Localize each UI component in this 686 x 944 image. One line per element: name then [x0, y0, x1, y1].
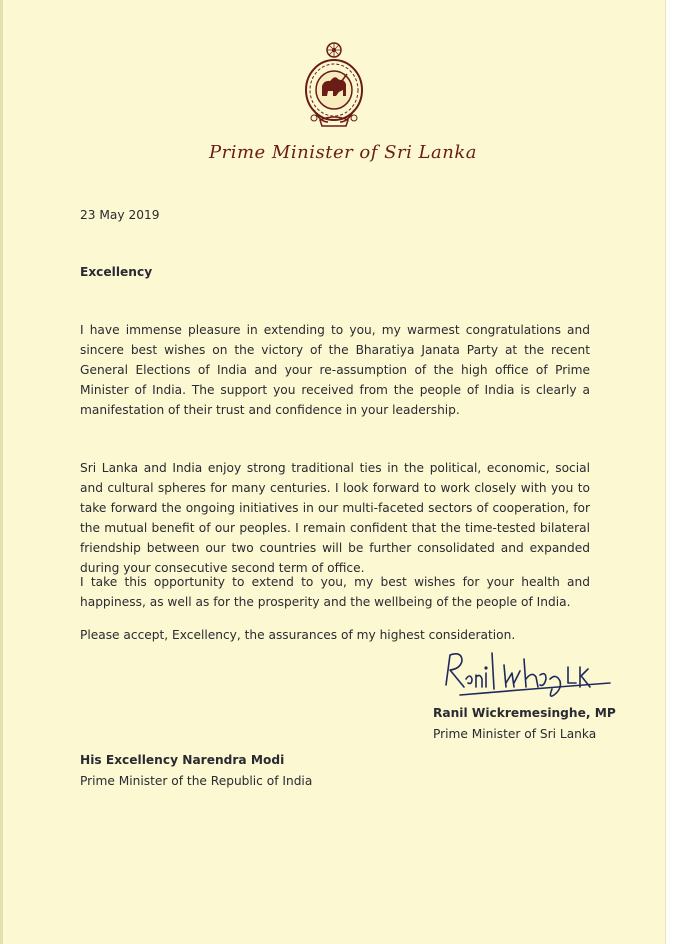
letter-date: 23 May 2019 — [80, 208, 160, 222]
signer-name: Ranil Wickremesinghe, MP — [433, 706, 616, 720]
closing-line: Please accept, Excellency, the assurances of my highest consideration. — [80, 628, 516, 642]
sri-lanka-emblem-icon — [300, 40, 368, 132]
salutation: Excellency — [80, 265, 153, 279]
body-paragraph: I take this opportunity to extend to you, my best wishes for your health and happiness, as well as for the prosperity and the wellbeing of the people of India. — [80, 575, 590, 609]
signer-title: Prime Minister of Sri Lanka — [433, 727, 597, 741]
addressee-title: Prime Minister of the Republic of India — [80, 774, 313, 788]
letterhead-title: Prime Minister of Sri Lanka — [209, 142, 477, 163]
handwritten-signature — [440, 643, 620, 703]
addressee-name: His Excellency Narendra Modi — [80, 753, 285, 767]
body-paragraph: Sri Lanka and India enjoy strong traditional ties in the political, economic, social and cultural spheres for many centuries. I look forward to work closely with you to take forward the ongoing initiatives in our multi-faceted sectors of cooperation, for the mutual benefit of our peoples. I remain confident that the time-tested bilateral friendship between our two countries will be further consolidated and expanded during your consecutive second term of office. — [80, 461, 590, 575]
body-paragraph: I have immense pleasure in extending to you, my warmest congratulations and sincere best wishes on the victory of the Bharatiya Janata Party at the recent General Elections of India and your re-assumption of the high office of Prime Minister of India. The support you received from the people of India is clearly a manifestation of their trust and confidence in your leadership. — [80, 323, 590, 417]
